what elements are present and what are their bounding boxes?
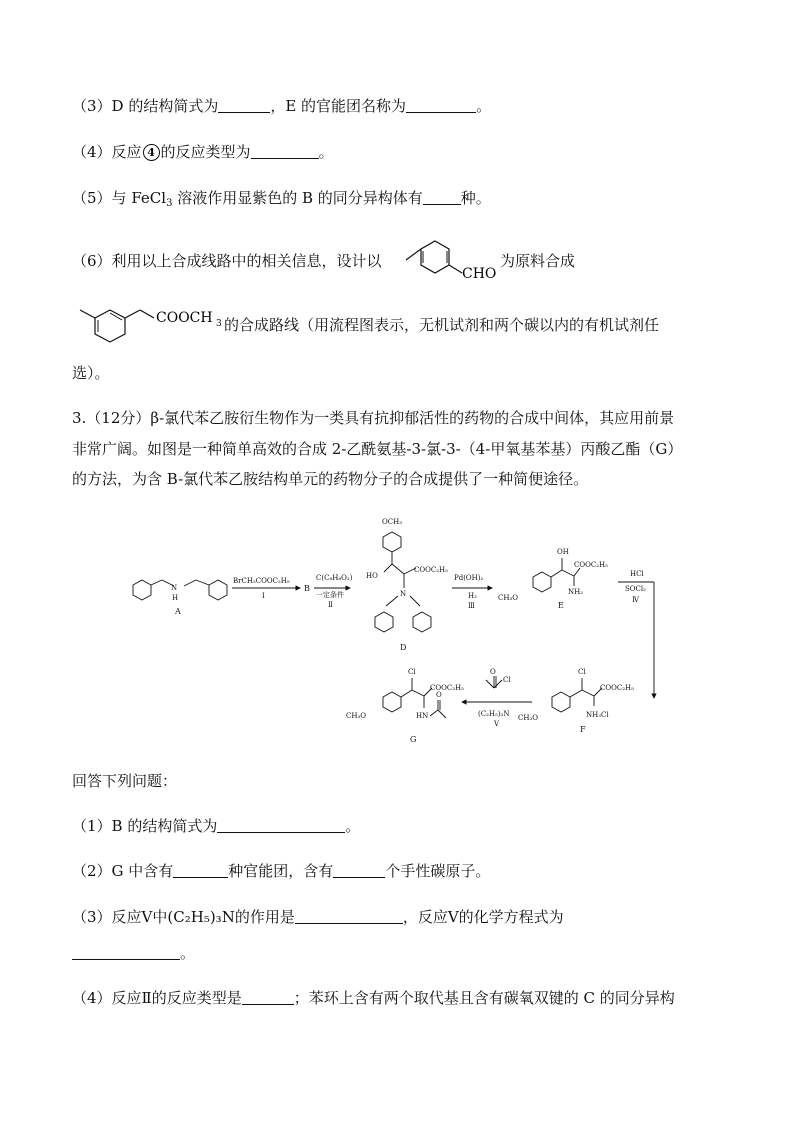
compound-e-ring [533,572,551,592]
svg-text:Ⅴ: Ⅴ [494,720,500,728]
answer-1-line: （1）B 的结构简式为 。 [72,817,361,835]
answer-blank[interactable] [173,862,228,878]
problem-3-text-1: 3.（12分）β-氯代苯乙胺衍生物作为一类具有抗抑郁活性的药物的合成中间体，其应用前景 [72,409,675,427]
compound-f-ring [552,692,570,712]
answer-blank[interactable] [333,862,385,878]
svg-text:CH₃O: CH₃O [518,714,539,722]
svg-text:B: B [304,584,310,593]
answer-blank[interactable] [218,97,270,113]
svg-text:N: N [171,584,178,592]
answer-4-line: （4）反应Ⅱ的反应类型是 ；苯环上含有两个取代基且含有碳氧双键的 C 的同分异构 [72,989,675,1007]
svg-text:OH: OH [557,548,569,556]
svg-text:C(C₈H₈O₂): C(C₈H₈O₂) [316,574,353,582]
question-6-line3: 选）。 [72,364,110,382]
svg-text:Cl: Cl [578,668,586,676]
answer-3-line2: 。 [72,942,195,964]
svg-text:COOC₂H₅: COOC₂H₅ [430,684,464,692]
answer-intro: 回答下列问题： [72,772,178,790]
svg-text:COOCH: COOCH [156,310,213,326]
question-4-line: （4）反应 4 的反应类型为 。 [72,143,334,161]
compound-d-ring-top [383,532,401,552]
svg-text:HN: HN [416,712,429,720]
svg-text:Ⅲ: Ⅲ [468,602,475,610]
svg-text:COOC₂H₅: COOC₂H₅ [600,684,634,692]
svg-text:O: O [490,668,496,676]
svg-text:N: N [400,590,407,598]
question-6-line1: （6）利用以上合成线路中的相关信息，设计以 [72,252,382,270]
compound-d-ring-left [375,612,393,632]
svg-text:CH₃O: CH₃O [498,594,519,602]
compound-a-ring-left [133,580,151,600]
svg-text:G: G [410,735,417,744]
target-ester-structure [72,298,227,346]
svg-text:SOCl₂: SOCl₂ [625,585,646,593]
svg-text:F: F [580,725,586,734]
svg-text:(C₂H₅)₃N: (C₂H₅)₃N [478,710,510,718]
answer-blank[interactable] [251,143,319,159]
svg-text:COOC₂H₅: COOC₂H₅ [414,566,448,574]
svg-text:CHO: CHO [462,266,497,282]
svg-text:Cl: Cl [408,668,416,676]
answer-blank[interactable] [423,189,461,205]
svg-text:Cl: Cl [503,676,511,684]
svg-text:E: E [558,601,564,610]
problem-3-text-3: 的方法，为含 B-氯代苯乙胺结构单元的药物分子的合成提供了一种简便途径。 [72,470,589,488]
svg-text:OCH₃: OCH₃ [382,518,403,526]
svg-text:Ⅱ: Ⅱ [328,601,333,609]
svg-text:一定条件: 一定条件 [316,591,344,599]
problem-3-text-2: 非常广阔。如图是一种简单高效的合成 2-乙酰氨基-3-氯-3-（4-甲氧基苯基）丙酸乙酯（G） [72,440,683,458]
answer-blank[interactable] [242,989,294,1005]
answer-2-line: （2）G 中含有 种官能团，含有 个手性碳原子。 [72,862,491,880]
question-5-line: （5）与 FeCl$_3$ 溶液作用显紫色的 B 的同分异构体有 种。 [72,189,491,209]
question-6-line2: 的合成路线（用流程图表示，无机试剂和两个碳以内的有机试剂任 [224,316,660,334]
svg-text:A: A [175,607,181,616]
svg-text:H₂: H₂ [468,592,477,600]
svg-text:CH₃O: CH₃O [346,712,367,720]
svg-text:3: 3 [216,319,222,329]
svg-text:D: D [400,643,407,652]
svg-text:NH₃Cl: NH₃Cl [586,711,609,719]
svg-text:HCl: HCl [630,570,644,578]
compound-g-ring [383,692,401,712]
question-6-line1-end: 为原料合成 [500,252,576,270]
question-3-line: （3）D 的结构简式为 ，E 的官能团名称为 。 [72,97,492,115]
svg-text:HO: HO [366,572,378,580]
m-tolualdehyde-structure [402,232,502,282]
answer-3-line: （3）反应Ⅴ中(C₂H₅)₃N的作用是 ，反应Ⅴ的化学方程式为 [72,908,564,926]
answer-blank[interactable] [295,908,403,924]
svg-text:Ⅳ: Ⅳ [632,596,639,604]
compound-d-ring-right [413,612,431,632]
compound-a-ring-right [209,580,227,600]
svg-text:H: H [172,594,179,602]
svg-text:Ⅰ: Ⅰ [262,592,265,600]
svg-text:COOC₂H₅: COOC₂H₅ [574,561,608,569]
answer-blank[interactable] [406,97,476,113]
svg-text:Pd(OH)₂: Pd(OH)₂ [454,574,484,582]
answer-blank[interactable] [217,817,345,833]
answer-blank[interactable] [72,944,180,960]
synthesis-scheme [120,510,660,750]
svg-text:BrCH₂COOC₂H₅: BrCH₂COOC₂H₅ [233,577,290,585]
svg-text:O: O [436,691,442,699]
svg-text:NH₂: NH₂ [568,588,584,596]
circled-number: 4 [143,144,160,161]
